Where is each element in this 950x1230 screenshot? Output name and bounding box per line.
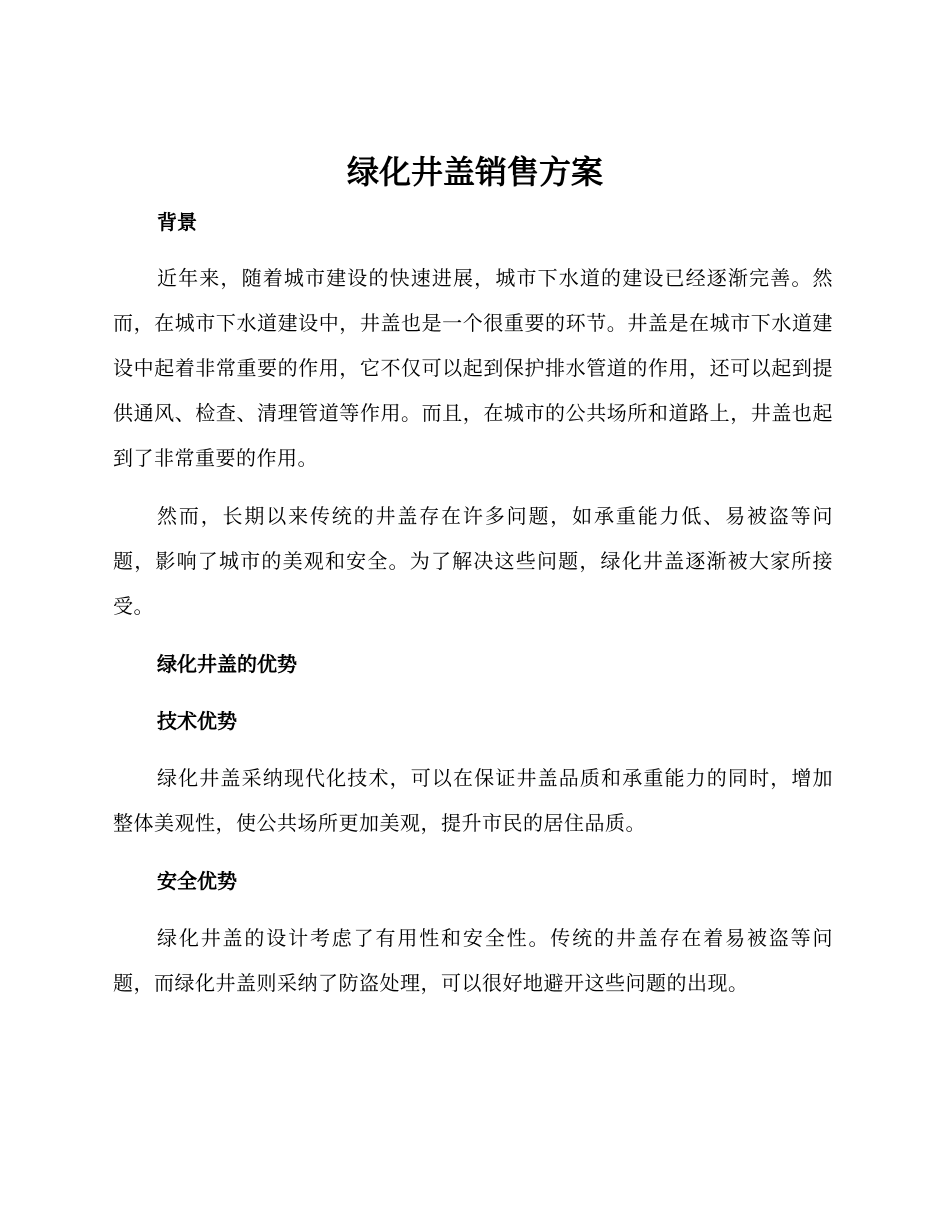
paragraph-background-1: 近年来，随着城市建设的快速进展，城市下水道的建设已经逐渐完善。然而，在城市下水道建设中，井盖也是一个很重要的环节。井盖是在城市下水道建设中起着非常重要的作用，它不仅可以起到保护排水管道的作用，还可以起到提供通风、检查、清理管道等作用。而且，在城市的公共场所和道路上，井盖也起到了非常重要的作用。 [113, 266, 833, 470]
paragraph-tech: 绿化井盖采纳现代化技术，可以在保证井盖品质和承重能力的同时，增加整体美观性，使公共场所更加美观，提升市民的居住品质。 [113, 766, 833, 835]
section-heading-tech: 技术优势 [157, 709, 237, 733]
section-heading-advantages: 绿化井盖的优势 [157, 652, 297, 676]
document-title: 绿化井盖销售方案 [346, 153, 603, 191]
section-heading-background: 背景 [157, 210, 197, 234]
section-heading-safety: 安全优势 [157, 869, 237, 893]
paragraph-background-2: 然而，长期以来传统的井盖存在许多问题，如承重能力低、易被盗等问题，影响了城市的美观和安全。为了解决这些问题，绿化井盖逐渐被大家所接受。 [113, 504, 833, 618]
paragraph-safety: 绿化井盖的设计考虑了有用性和安全性。传统的井盖存在着易被盗等问题，而绿化井盖则采纳了防盗处理，可以很好地避开这些问题的出现。 [113, 926, 833, 995]
